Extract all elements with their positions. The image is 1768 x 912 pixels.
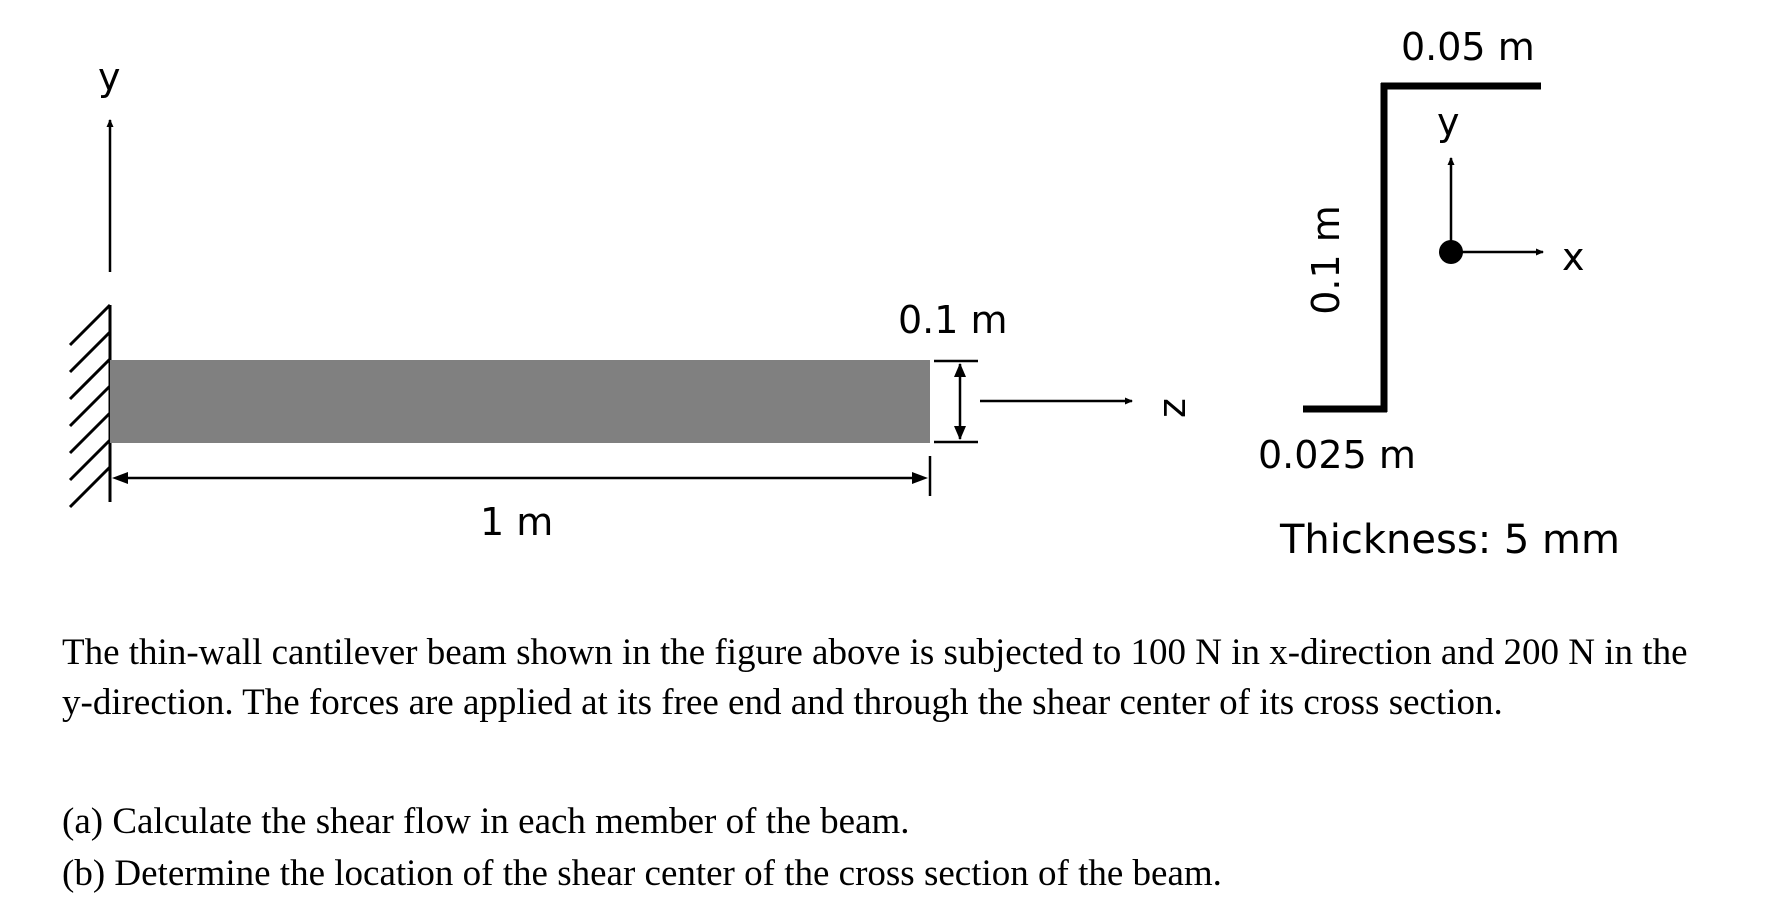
part-b: (b) Determine the location of the shear center of the cross section of the beam.	[62, 853, 1222, 894]
height-label: 0.1 m	[898, 298, 1008, 342]
cantilever-side-view	[70, 55, 1194, 544]
beam-body	[110, 360, 930, 443]
problem-statement: The thin-wall cantilever beam shown in the figure above is subjected to 100 N in x-direction and 200 N in the y-direction. The forces are applied at its free end and through the shear center of its cross section.	[62, 632, 1688, 723]
web-label: 0.1 m	[1304, 205, 1348, 315]
top-flange-label: 0.05 m	[1401, 25, 1535, 69]
thickness-label: Thickness: 5 mm	[1280, 517, 1620, 563]
z-axis-label: z	[1150, 398, 1194, 418]
fixed-support	[70, 305, 110, 507]
part-a: (a) Calculate the shear flow in each member of the beam.	[62, 801, 910, 842]
cs-x-axis-label: x	[1562, 235, 1585, 279]
length-label: 1 m	[480, 500, 554, 544]
problem-parts	[62, 796, 1722, 900]
y-axis-label: y	[98, 55, 121, 99]
cross-section-view	[1258, 25, 1620, 563]
cs-y-axis-label: y	[1437, 100, 1460, 144]
bottom-flange-label: 0.025 m	[1258, 433, 1416, 477]
